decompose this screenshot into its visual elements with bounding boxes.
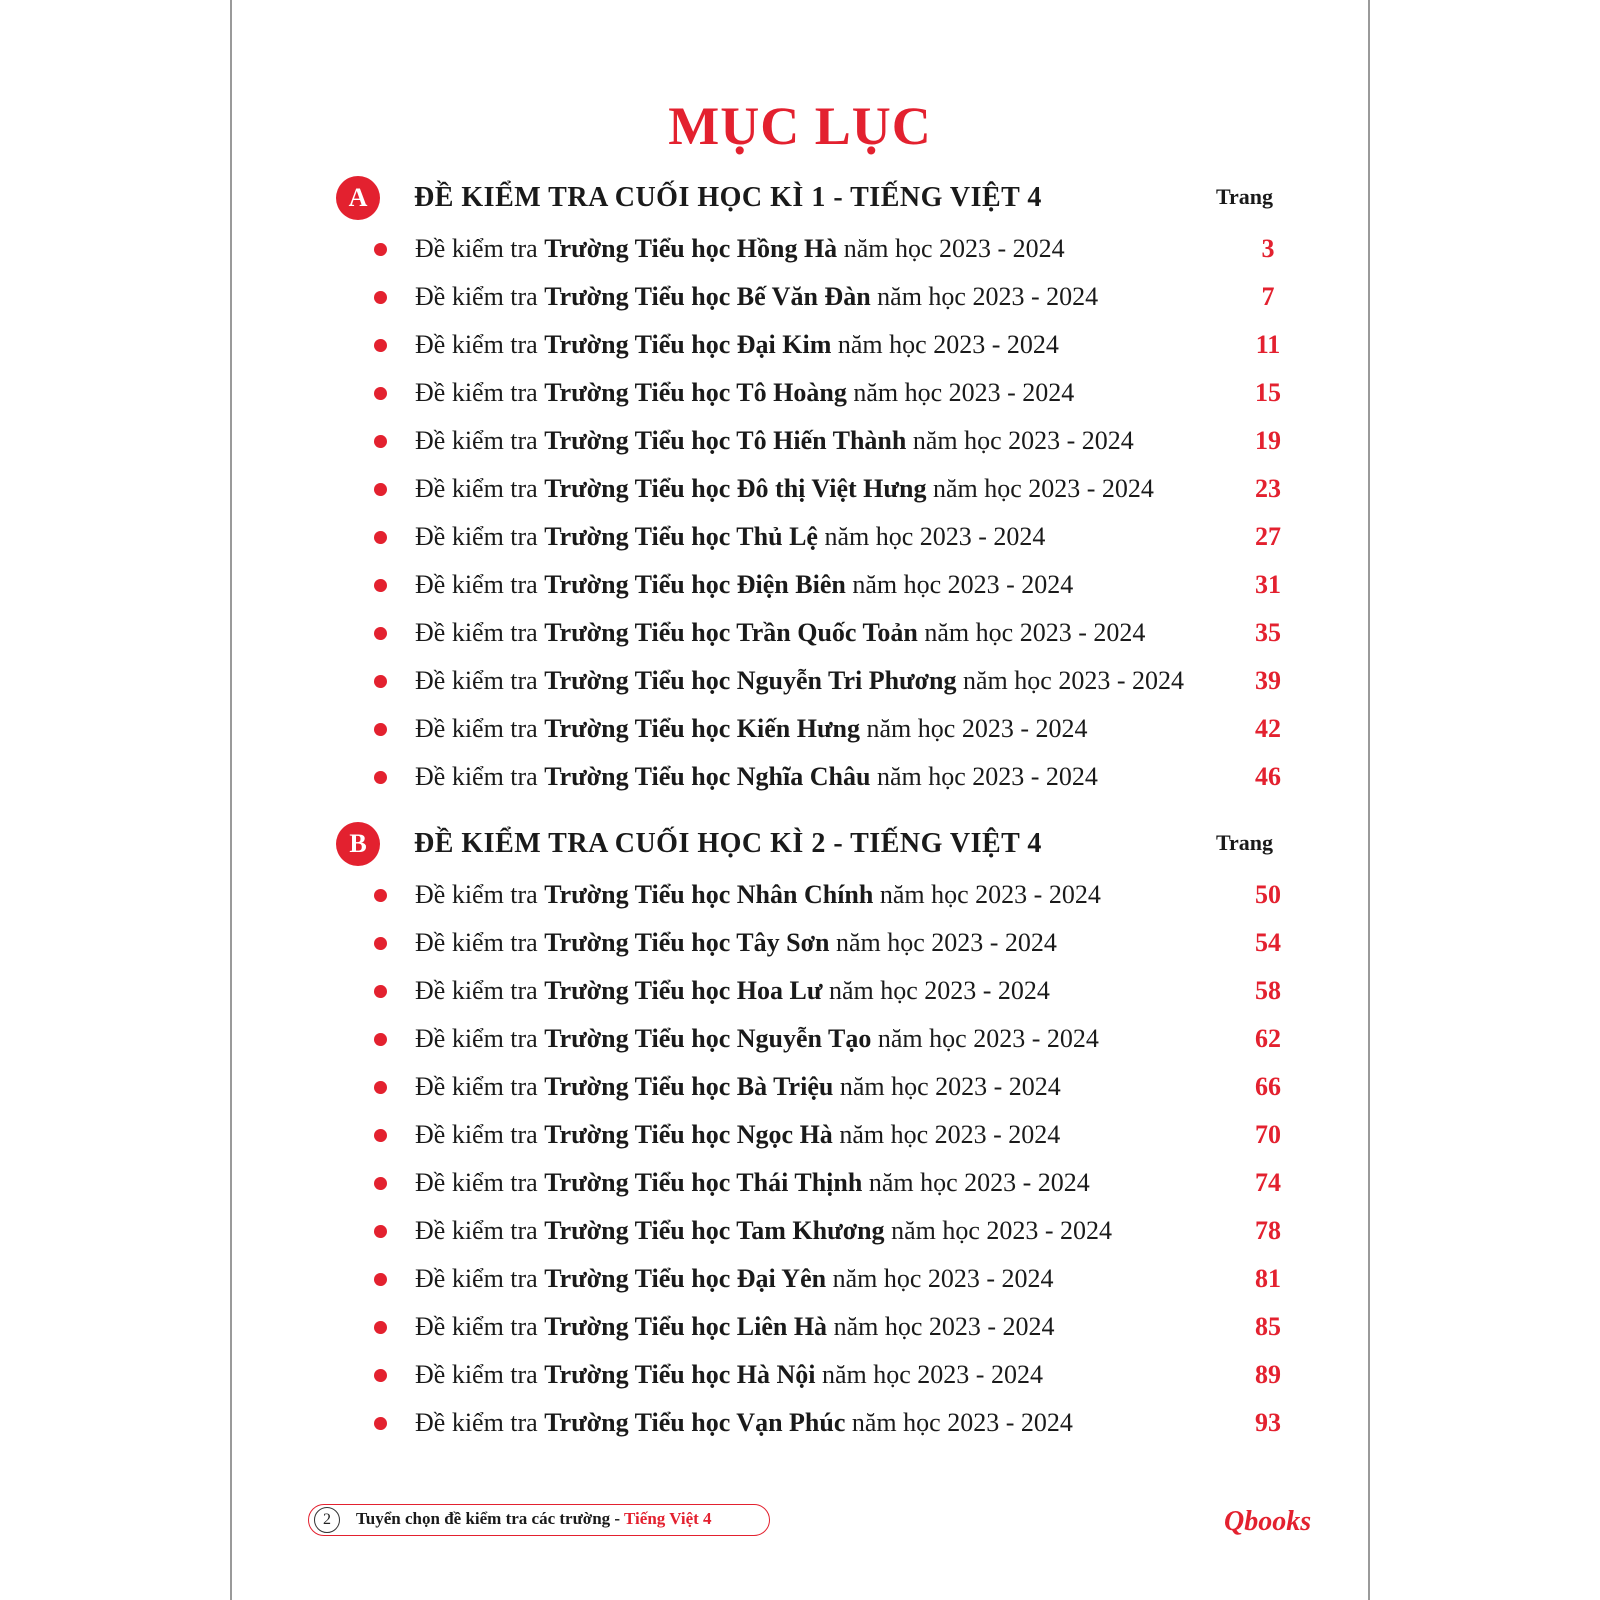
entry-suffix: năm học 2023 - 2024 bbox=[866, 714, 1088, 743]
bullet-dot-icon bbox=[374, 579, 387, 592]
toc-entry-text bbox=[415, 928, 1057, 958]
toc-entry[interactable] bbox=[370, 1162, 1290, 1210]
entry-school: Trường Tiểu học Thái Thịnh bbox=[544, 1168, 863, 1197]
section-a-entries bbox=[370, 228, 1290, 804]
entry-prefix: Đề kiểm tra bbox=[415, 1312, 538, 1341]
bullet-dot-icon bbox=[374, 1417, 387, 1430]
entry-school: Trường Tiểu học Trần Quốc Toản bbox=[544, 618, 918, 647]
toc-entry[interactable] bbox=[370, 1354, 1290, 1402]
toc-entry[interactable] bbox=[370, 1018, 1290, 1066]
page-number: 23 bbox=[1255, 474, 1281, 503]
page-number: 11 bbox=[1255, 330, 1281, 359]
toc-entry[interactable] bbox=[370, 1114, 1290, 1162]
toc-entry-text bbox=[415, 880, 1101, 910]
toc-entry[interactable] bbox=[370, 276, 1290, 324]
entry-school: Trường Tiểu học Nghĩa Châu bbox=[544, 762, 871, 791]
entry-prefix: Đề kiểm tra bbox=[415, 1120, 538, 1149]
toc-entry-text bbox=[415, 282, 1098, 312]
toc-entry-text bbox=[415, 378, 1074, 408]
entry-school: Trường Tiểu học Ngọc Hà bbox=[544, 1120, 833, 1149]
page-number: 93 bbox=[1255, 1408, 1281, 1437]
toc-entry[interactable] bbox=[370, 516, 1290, 564]
bullet-dot-icon bbox=[374, 627, 387, 640]
page-number: 3 bbox=[1261, 234, 1275, 263]
bullet-dot-icon bbox=[374, 723, 387, 736]
bullet-dot-icon bbox=[374, 339, 387, 352]
entry-school: Trường Tiểu học Hồng Hà bbox=[544, 234, 838, 263]
toc-entry[interactable] bbox=[370, 708, 1290, 756]
entry-suffix: năm học 2023 - 2024 bbox=[851, 1408, 1073, 1437]
entry-prefix: Đề kiểm tra bbox=[415, 714, 538, 743]
page-number: 15 bbox=[1255, 378, 1281, 407]
entry-suffix: năm học 2023 - 2024 bbox=[868, 1168, 1090, 1197]
entry-suffix: năm học 2023 - 2024 bbox=[853, 378, 1075, 407]
entry-school: Trường Tiểu học Nguyễn Tri Phương bbox=[544, 666, 957, 695]
entry-school: Trường Tiểu học Bà Triệu bbox=[544, 1072, 834, 1101]
entry-school: Trường Tiểu học Vạn Phúc bbox=[544, 1408, 846, 1437]
toc-entry-text bbox=[415, 1264, 1054, 1294]
entry-school: Trường Tiểu học Nhân Chính bbox=[544, 880, 874, 909]
entry-prefix: Đề kiểm tra bbox=[415, 234, 538, 263]
section-title: ĐỀ KIỂM TRA CUỐI HỌC KÌ 1 - TIẾNG VIỆT 4 bbox=[414, 182, 1042, 213]
entry-suffix: năm học 2023 - 2024 bbox=[832, 1264, 1054, 1293]
entry-prefix: Đề kiểm tra bbox=[415, 474, 538, 503]
entry-school: Trường Tiểu học Đại Yên bbox=[544, 1264, 827, 1293]
toc-entry-text bbox=[415, 522, 1045, 552]
page-number: 39 bbox=[1255, 666, 1281, 695]
page-column-label: Trang bbox=[1216, 184, 1274, 209]
bullet-dot-icon bbox=[374, 889, 387, 902]
entry-suffix: năm học 2023 - 2024 bbox=[835, 928, 1057, 957]
toc-entry[interactable] bbox=[370, 372, 1290, 420]
entry-prefix: Đề kiểm tra bbox=[415, 1072, 538, 1101]
bullet-dot-icon bbox=[374, 387, 387, 400]
toc-entry-text bbox=[415, 976, 1050, 1006]
page-number: 27 bbox=[1255, 522, 1281, 551]
toc-entry[interactable] bbox=[370, 1258, 1290, 1306]
entry-prefix: Đề kiểm tra bbox=[415, 570, 538, 599]
entry-prefix: Đề kiểm tra bbox=[415, 282, 538, 311]
logo-text: Qbooks bbox=[1224, 1506, 1312, 1537]
page-number: 89 bbox=[1255, 1360, 1281, 1389]
entry-school: Trường Tiểu học Thủ Lệ bbox=[544, 522, 818, 551]
entry-prefix: Đề kiểm tra bbox=[415, 426, 538, 455]
bullet-dot-icon bbox=[374, 937, 387, 950]
page-number: 46 bbox=[1255, 762, 1281, 791]
toc-entry-text bbox=[415, 570, 1073, 600]
entry-prefix: Đề kiểm tra bbox=[415, 1264, 538, 1293]
page-number: 50 bbox=[1255, 880, 1281, 909]
publisher-logo bbox=[1224, 1500, 1312, 1544]
entry-prefix: Đề kiểm tra bbox=[415, 1168, 538, 1197]
bullet-dot-icon bbox=[374, 1129, 387, 1142]
page-number: 85 bbox=[1255, 1312, 1281, 1341]
entry-school: Trường Tiểu học Tô Hiến Thành bbox=[544, 426, 907, 455]
bullet-dot-icon bbox=[374, 291, 387, 304]
section-b-entries bbox=[370, 874, 1290, 1450]
entry-suffix: năm học 2023 - 2024 bbox=[876, 762, 1098, 791]
entry-prefix: Đề kiểm tra bbox=[415, 378, 538, 407]
page-number: 58 bbox=[1255, 976, 1281, 1005]
entry-suffix: năm học 2023 - 2024 bbox=[912, 426, 1134, 455]
bullet-dot-icon bbox=[374, 483, 387, 496]
section-badge: B bbox=[336, 822, 380, 866]
entry-school: Trường Tiểu học Tây Sơn bbox=[544, 928, 830, 957]
entry-school: Trường Tiểu học Đô thị Việt Hưng bbox=[544, 474, 927, 503]
toc-entry-text bbox=[415, 1024, 1099, 1054]
toc-entry-text bbox=[415, 714, 1087, 744]
entry-prefix: Đề kiểm tra bbox=[415, 880, 538, 909]
entry-prefix: Đề kiểm tra bbox=[415, 522, 538, 551]
bullet-dot-icon bbox=[374, 1273, 387, 1286]
toc-entry[interactable] bbox=[370, 612, 1290, 660]
section-a-header bbox=[336, 176, 1286, 224]
footer-page-number: 2 bbox=[314, 1507, 340, 1533]
bullet-dot-icon bbox=[374, 1177, 387, 1190]
entry-suffix: năm học 2023 - 2024 bbox=[879, 880, 1101, 909]
bullet-dot-icon bbox=[374, 1081, 387, 1094]
bullet-dot-icon bbox=[374, 985, 387, 998]
toc-entry[interactable] bbox=[370, 1210, 1290, 1258]
entry-school: Trường Tiểu học Điện Biên bbox=[544, 570, 846, 599]
toc-entry[interactable] bbox=[370, 1066, 1290, 1114]
entry-prefix: Đề kiểm tra bbox=[415, 330, 538, 359]
page-number: 54 bbox=[1255, 928, 1281, 957]
page-number: 42 bbox=[1255, 714, 1281, 743]
entry-school: Trường Tiểu học Nguyễn Tạo bbox=[544, 1024, 872, 1053]
entry-prefix: Đề kiểm tra bbox=[415, 976, 538, 1005]
entry-suffix: năm học 2023 - 2024 bbox=[924, 618, 1146, 647]
entry-prefix: Đề kiểm tra bbox=[415, 618, 538, 647]
entry-school: Trường Tiểu học Đại Kim bbox=[544, 330, 832, 359]
entry-prefix: Đề kiểm tra bbox=[415, 666, 538, 695]
page-number: 62 bbox=[1255, 1024, 1281, 1053]
toc-entry[interactable] bbox=[370, 324, 1290, 372]
toc-entry-text bbox=[415, 762, 1098, 792]
entry-school: Trường Tiểu học Tô Hoàng bbox=[544, 378, 847, 407]
toc-entry[interactable] bbox=[370, 1306, 1290, 1354]
page-column-label: Trang bbox=[1216, 830, 1274, 855]
toc-entry-text bbox=[415, 666, 1184, 696]
entry-suffix: năm học 2023 - 2024 bbox=[824, 522, 1046, 551]
footer-text: Tuyển chọn đề kiểm tra các trường - bbox=[356, 1509, 621, 1528]
footer-subject: Tiếng Việt 4 bbox=[624, 1509, 712, 1528]
entry-school: Trường Tiểu học Liên Hà bbox=[544, 1312, 828, 1341]
toc-entry-text bbox=[415, 474, 1154, 504]
toc-entry[interactable] bbox=[370, 874, 1290, 922]
page-number: 7 bbox=[1261, 282, 1275, 311]
bullet-dot-icon bbox=[374, 675, 387, 688]
bullet-dot-icon bbox=[374, 771, 387, 784]
toc-entry-text bbox=[415, 426, 1134, 456]
entry-suffix: năm học 2023 - 2024 bbox=[891, 1216, 1113, 1245]
page-number: 19 bbox=[1255, 426, 1281, 455]
toc-entry-text bbox=[415, 234, 1065, 264]
entry-suffix: năm học 2023 - 2024 bbox=[843, 234, 1065, 263]
toc-entry[interactable] bbox=[370, 756, 1290, 804]
section-title: ĐỀ KIỂM TRA CUỐI HỌC KÌ 2 - TIẾNG VIỆT 4 bbox=[414, 828, 1042, 859]
toc-entry[interactable] bbox=[370, 970, 1290, 1018]
page-title: MỤC LỤC bbox=[668, 96, 932, 156]
toc-entry-text bbox=[415, 1360, 1043, 1390]
page-number: 81 bbox=[1255, 1264, 1281, 1293]
bullet-dot-icon bbox=[374, 243, 387, 256]
page-number: 35 bbox=[1255, 618, 1281, 647]
page-number: 78 bbox=[1255, 1216, 1281, 1245]
toc-entry[interactable] bbox=[370, 420, 1290, 468]
bullet-dot-icon bbox=[374, 1321, 387, 1334]
entry-suffix: năm học 2023 - 2024 bbox=[932, 474, 1154, 503]
page-number: 31 bbox=[1255, 570, 1281, 599]
entry-suffix: năm học 2023 - 2024 bbox=[837, 330, 1059, 359]
toc-entry[interactable] bbox=[370, 1402, 1290, 1450]
toc-entry-text bbox=[415, 1168, 1090, 1198]
toc-entry[interactable] bbox=[370, 660, 1290, 708]
entry-school: Trường Tiểu học Hà Nội bbox=[544, 1360, 816, 1389]
bullet-dot-icon bbox=[374, 435, 387, 448]
toc-entry[interactable] bbox=[370, 228, 1290, 276]
footer-book-title bbox=[356, 1509, 712, 1529]
entry-suffix: năm học 2023 - 2024 bbox=[822, 1360, 1043, 1389]
toc-entry-text bbox=[415, 330, 1059, 360]
page-edge-left bbox=[230, 0, 232, 1600]
bullet-dot-icon bbox=[374, 1369, 387, 1382]
entry-suffix: năm học 2023 - 2024 bbox=[839, 1072, 1061, 1101]
entry-prefix: Đề kiểm tra bbox=[415, 928, 538, 957]
entry-school: Trường Tiểu học Kiến Hưng bbox=[544, 714, 861, 743]
page-number: 66 bbox=[1255, 1072, 1281, 1101]
entry-suffix: năm học 2023 - 2024 bbox=[839, 1120, 1061, 1149]
toc-entry-text bbox=[415, 1408, 1073, 1438]
toc-entry-text bbox=[415, 1072, 1061, 1102]
entry-school: Trường Tiểu học Bế Văn Đàn bbox=[544, 282, 871, 311]
toc-entry-text bbox=[415, 618, 1145, 648]
toc-entry-text bbox=[415, 1120, 1060, 1150]
entry-suffix: năm học 2023 - 2024 bbox=[963, 666, 1184, 695]
entry-suffix: năm học 2023 - 2024 bbox=[877, 282, 1099, 311]
entry-prefix: Đề kiểm tra bbox=[415, 1408, 538, 1437]
page-number: 70 bbox=[1255, 1120, 1281, 1149]
bullet-dot-icon bbox=[374, 1225, 387, 1238]
entry-suffix: năm học 2023 - 2024 bbox=[833, 1312, 1055, 1341]
entry-school: Trường Tiểu học Hoa Lư bbox=[544, 976, 823, 1005]
toc-entry[interactable] bbox=[370, 468, 1290, 516]
entry-suffix: năm học 2023 - 2024 bbox=[852, 570, 1074, 599]
toc-entry-text bbox=[415, 1216, 1112, 1246]
section-b-header bbox=[336, 822, 1286, 870]
section-badge: A bbox=[336, 176, 380, 220]
toc-entry-text bbox=[415, 1312, 1055, 1342]
toc-entry[interactable] bbox=[370, 922, 1290, 970]
entry-school: Trường Tiểu học Tam Khương bbox=[544, 1216, 885, 1245]
toc-entry[interactable] bbox=[370, 564, 1290, 612]
entry-prefix: Đề kiểm tra bbox=[415, 1216, 538, 1245]
entry-prefix: Đề kiểm tra bbox=[415, 762, 538, 791]
entry-prefix: Đề kiểm tra bbox=[415, 1360, 538, 1389]
entry-prefix: Đề kiểm tra bbox=[415, 1024, 538, 1053]
bullet-dot-icon bbox=[374, 1033, 387, 1046]
bullet-dot-icon bbox=[374, 531, 387, 544]
page-edge-right bbox=[1368, 0, 1370, 1600]
entry-suffix: năm học 2023 - 2024 bbox=[828, 976, 1050, 1005]
page-number: 74 bbox=[1255, 1168, 1281, 1197]
entry-suffix: năm học 2023 - 2024 bbox=[877, 1024, 1099, 1053]
